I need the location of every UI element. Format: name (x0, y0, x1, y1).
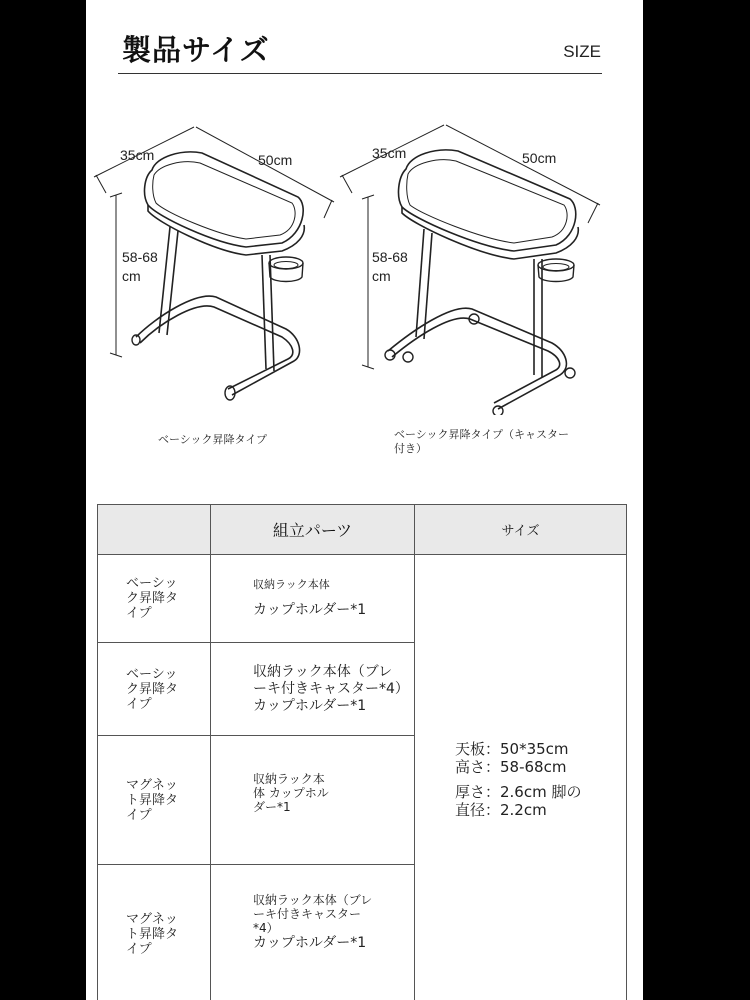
size-label: SIZE (563, 42, 601, 61)
height-dimension-unit: cm (122, 268, 141, 284)
spec-table (97, 504, 627, 1000)
table-header-row (98, 505, 627, 555)
table-drawing-basic (86, 105, 356, 415)
parts-cell (211, 865, 415, 1000)
size-tabletop: 天板：50*35cm (455, 739, 569, 758)
parts-cupholder: カップホルダー*1 (253, 602, 367, 618)
parts-main: 収納ラック本体 カップホルダー*1 (253, 772, 329, 814)
parts-cell (211, 555, 415, 643)
table-header-size: サイズ (415, 505, 627, 555)
parts-cupholder: カップホルダー*1 (253, 935, 367, 951)
width-dimension-label: 50cm (522, 150, 557, 166)
caster-table-illustration (338, 105, 608, 415)
parts-main: 収納ラック本体 (253, 578, 330, 591)
type-cell: マグネット昇降タイプ (98, 865, 211, 1000)
page-title: 製品サイズ (122, 33, 270, 67)
size-height: 高さ：58-68cm (455, 757, 567, 776)
size-thickness: 厚さ：2.6cm 脚の直径：2.2cm (455, 782, 582, 819)
depth-dimension-label: 35cm (372, 145, 407, 161)
height-dimension-label: 58-68 (372, 249, 408, 265)
table-drawing-casters (338, 105, 608, 415)
basic-table-illustration (86, 105, 356, 415)
width-dimension-label: 50cm (258, 152, 293, 168)
type-cell: ベーシック昇降タイプ (98, 643, 211, 736)
height-dimension-label: 58-68 (122, 249, 158, 265)
size-spec-cell (415, 555, 627, 1000)
table-header-type (98, 505, 211, 555)
drawing-caption-basic: ベーシック昇降タイプ (158, 433, 268, 446)
depth-dimension-label: 35cm (120, 147, 155, 163)
parts-cell (211, 736, 415, 865)
table-header-parts: 組立パーツ (211, 505, 415, 555)
type-cell: マグネット昇降タイプ (98, 736, 211, 865)
title-divider (118, 73, 602, 74)
type-cell: ベーシック昇降タイプ (98, 555, 211, 643)
parts-cell (211, 643, 415, 736)
parts-cupholder: カップホルダー*1 (253, 697, 367, 714)
table-row (98, 555, 627, 643)
parts-main: 収納ラック本体（ブレーキ付きキャスター*4） (253, 893, 373, 935)
product-size-sheet (86, 0, 643, 1000)
height-dimension-unit: cm (372, 268, 391, 284)
drawing-caption-casters: ベーシック昇降タイプ（キャスター付き） (394, 428, 570, 455)
parts-main: 収納ラック本体（ブレーキ付きキャスター*4） (253, 663, 409, 697)
